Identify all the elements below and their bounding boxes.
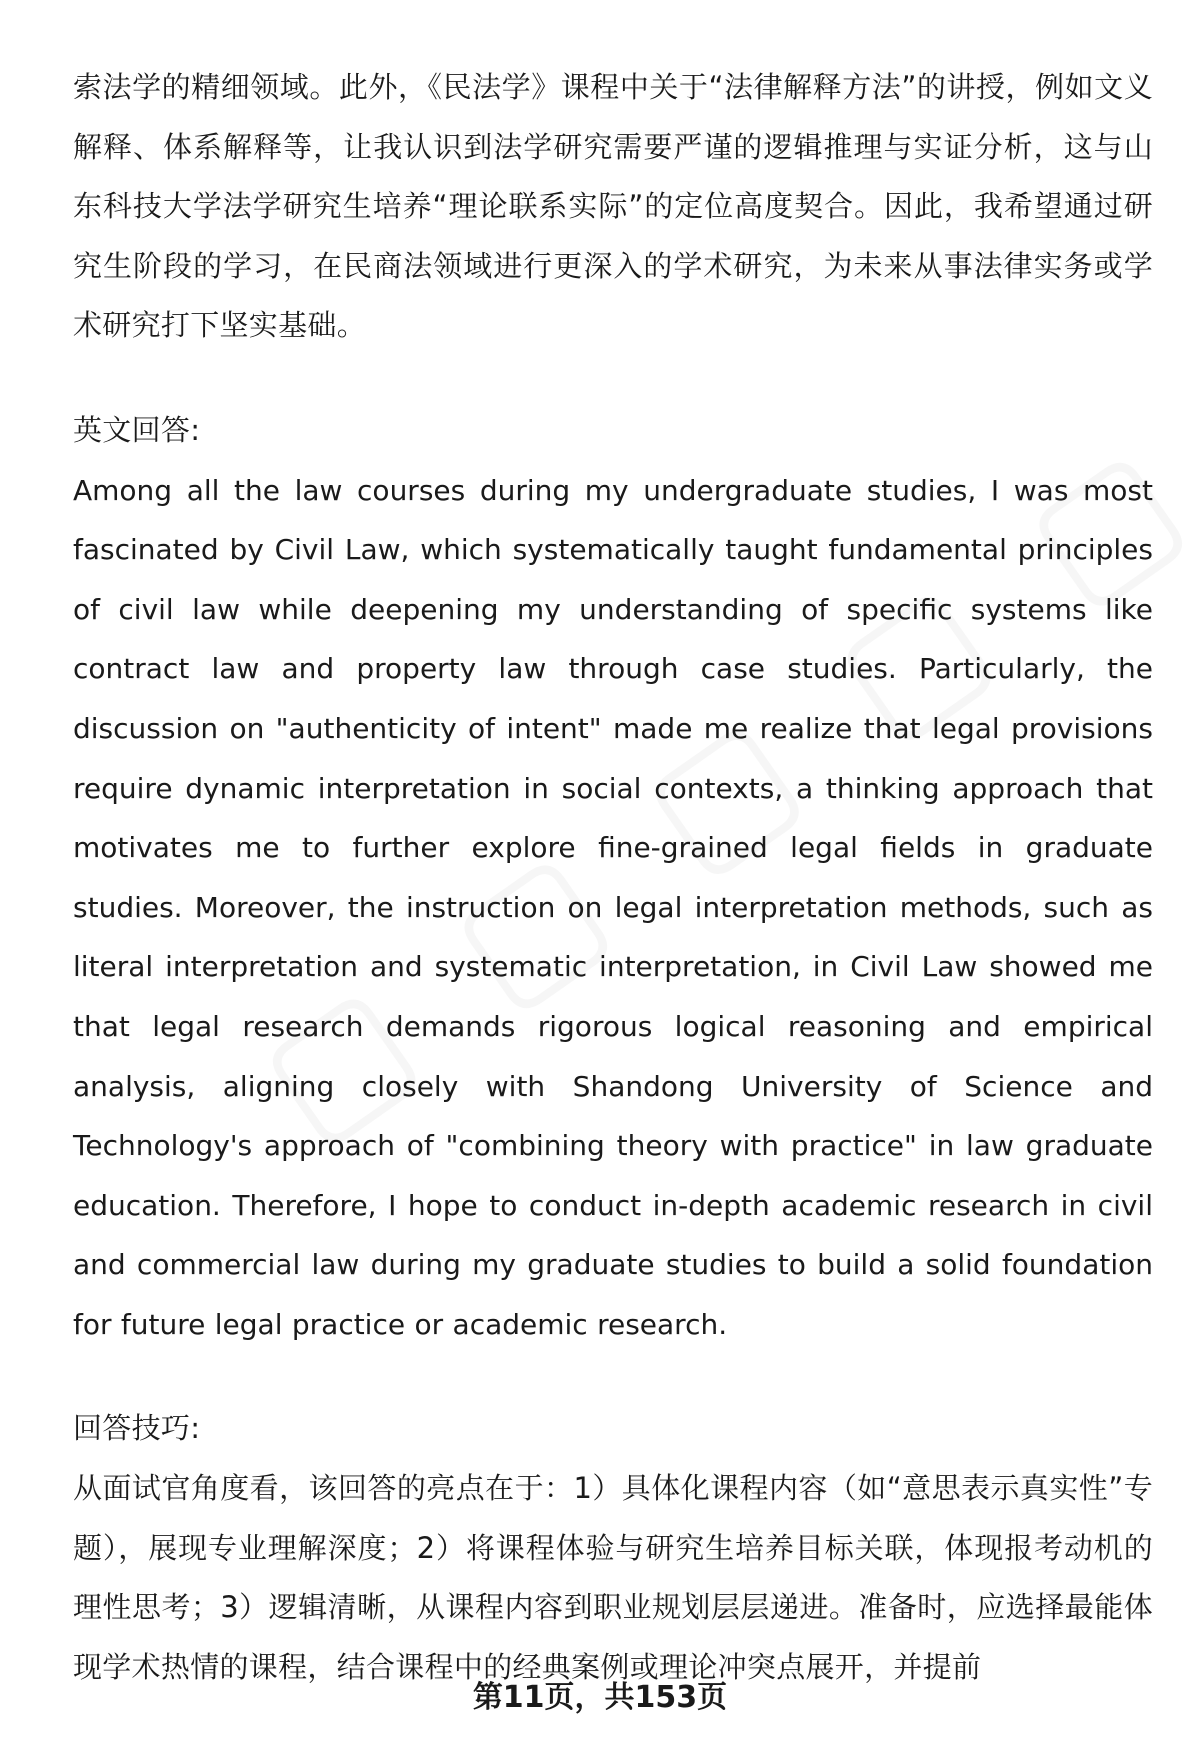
english-answer-paragraph: Among all the law courses during my undergraduate studies, I was most fascinated by Civil Law, which systematically taught fundamental principles of civil law while deepening my understanding of specific systems like contract law and property law through case studies. Particularly, the discussion on "authenticity of intent" made me realize that legal provisions require dynamic interpretation in social contexts, a thinking approach that motivates me to further explore fine-grained legal fields in graduate studies. Moreover, the instruction on legal interpretation methods, such as literal interpretation and systematic interpretation, in Civil Law showed me that legal research demands rigorous logical reasoning and empirical analysis, aligning closely with Shandong University of Science and Technology's approach of "combining theory with practice" in law graduate education. Therefore, I hope to conduct in-depth academic research in civil and commercial law during my graduate studies to build a solid foundation for future legal practice or academic research.	[73, 473, 1153, 1341]
answer-tips-paragraph: 从面试官角度看，该回答的亮点在于：1）具体化课程内容（如“意思表示真实性”专题），展现专业理解深度；2）将课程体验与研究生培养目标关联，体现报考动机的理性思考；3）逻辑清晰，从课程内容到职业规划层层递进。准备时，应选择最能体现学术热情的课程，结合课程中的经典案例或理论冲突点展开，并提前	[73, 1471, 1153, 1684]
answer-tips-label: 回答技巧:	[73, 1411, 201, 1446]
intro-paragraph: 索法学的精细领域。此外，《民法学》课程中关于“法律解释方法”的讲授，例如文义解释、体系解释等，让我认识到法学研究需要严谨的逻辑推理与实证分析，这与山东科技大学法学研究生培养“理论联系实际”的定位高度契合。因此，我希望通过研究生阶段的学习，在民商法领域进行更深入的学术研究，为未来从事法律实务或学术研究打下坚实基础。	[73, 70, 1153, 343]
section-gap	[73, 1354, 1153, 1399]
english-answer-label: 英文回答:	[73, 412, 201, 447]
section-gap	[73, 356, 1153, 401]
page-number-footer: 第11页，共153页	[472, 1680, 728, 1715]
document-body	[73, 58, 1153, 1697]
